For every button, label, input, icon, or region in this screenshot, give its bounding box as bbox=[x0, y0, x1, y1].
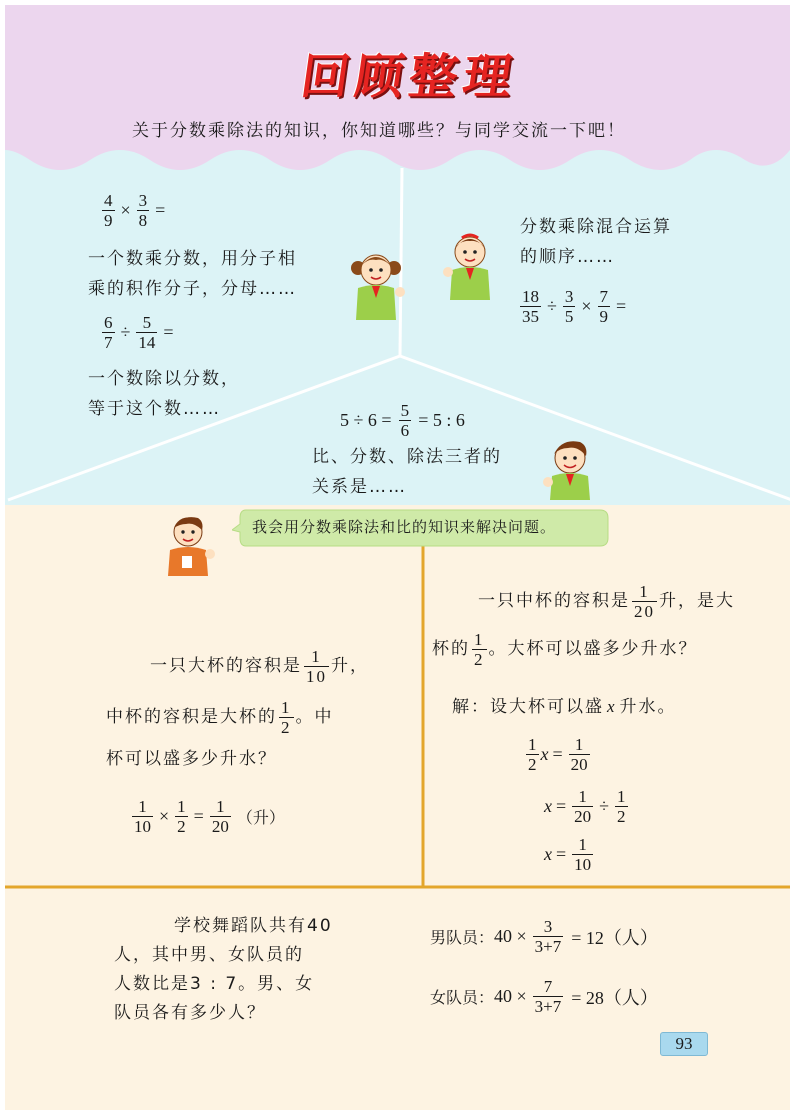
page-title: 回顾整理 bbox=[297, 49, 522, 105]
multiply-rule: 一个数乘分数，用分子相 乘的积作分子，分母…… bbox=[88, 249, 297, 299]
boy-avatar bbox=[160, 512, 220, 576]
mixed-operation-text: 分数乘除混合运算 的顺序…… bbox=[520, 217, 672, 267]
problem3-text: 学校舞蹈队共有40 人，其中男、女队员的 人数比是3 : 7。男、女 队员各有多少人？ bbox=[114, 916, 333, 1023]
expr-multiply: $\frac{4}{9}$ × $\frac{3}{8}$ = bbox=[104, 191, 166, 230]
problem1-text-2: 中杯的容积是大杯的 $\frac{1}{2}$ 。中 杯可以盛多少升水？ bbox=[106, 697, 334, 769]
problem1-answer: $\frac{1}{10}$ × $\frac{1}{2}$ = $\frac{1}{20}$ （升） bbox=[134, 797, 285, 836]
relationship-text: 比、分数、除法三者的 关系是…… bbox=[312, 447, 502, 497]
problem2-step2: x = $\frac{1}{20}$ ÷ $\frac{1}{2}$ bbox=[544, 787, 626, 826]
speech-bubble-text: 我会用分数乘除法和比的知识来解决问题。 bbox=[252, 518, 557, 536]
girl-illustration-2 bbox=[440, 228, 502, 300]
expr-divide: $\frac{6}{7}$ ÷ $\frac{5}{14}$ = bbox=[104, 313, 174, 352]
problem2-step1: $\frac{1}{2}$ x = $\frac{1}{20}$ bbox=[528, 735, 588, 774]
expr-mixed: $\frac{18}{35}$ ÷ $\frac{3}{5}$ × $\frac{7}{9}$ = bbox=[522, 287, 627, 326]
problem1-text: 一只大杯的容积是 $\frac{1}{10}$ 升， bbox=[150, 646, 369, 686]
problem2-solve: 解：设大杯可以盛 x 升水。 bbox=[452, 697, 677, 717]
problem2-text: 一只中杯的容积是 $\frac{1}{20}$ 升，是大 bbox=[478, 581, 735, 621]
page-number: 93 bbox=[660, 1032, 708, 1056]
problem3-girls: 女队员：40 × $\frac{7}{3+7}$ = 28（人） bbox=[430, 977, 658, 1016]
ratio-expression: 5 ÷ 6 = $\frac{5}{6}$ = 5 : 6 bbox=[340, 401, 465, 440]
problem3-boys: 男队员：40 × $\frac{3}{3+7}$ = 12（人） bbox=[430, 917, 658, 956]
problem2-text-2: 杯的 $\frac{1}{2}$ 。大杯可以盛多少升水？ bbox=[432, 629, 698, 669]
girl-illustration bbox=[348, 248, 408, 320]
boy-illustration bbox=[540, 436, 602, 500]
problem2-step3: x = $\frac{1}{10}$ bbox=[544, 835, 592, 874]
divide-rule: 一个数除以分数， 等于这个数…… bbox=[88, 369, 240, 419]
subtitle: 关于分数乘除法的知识，你知道哪些？与同学交流一下吧！ bbox=[132, 121, 626, 141]
